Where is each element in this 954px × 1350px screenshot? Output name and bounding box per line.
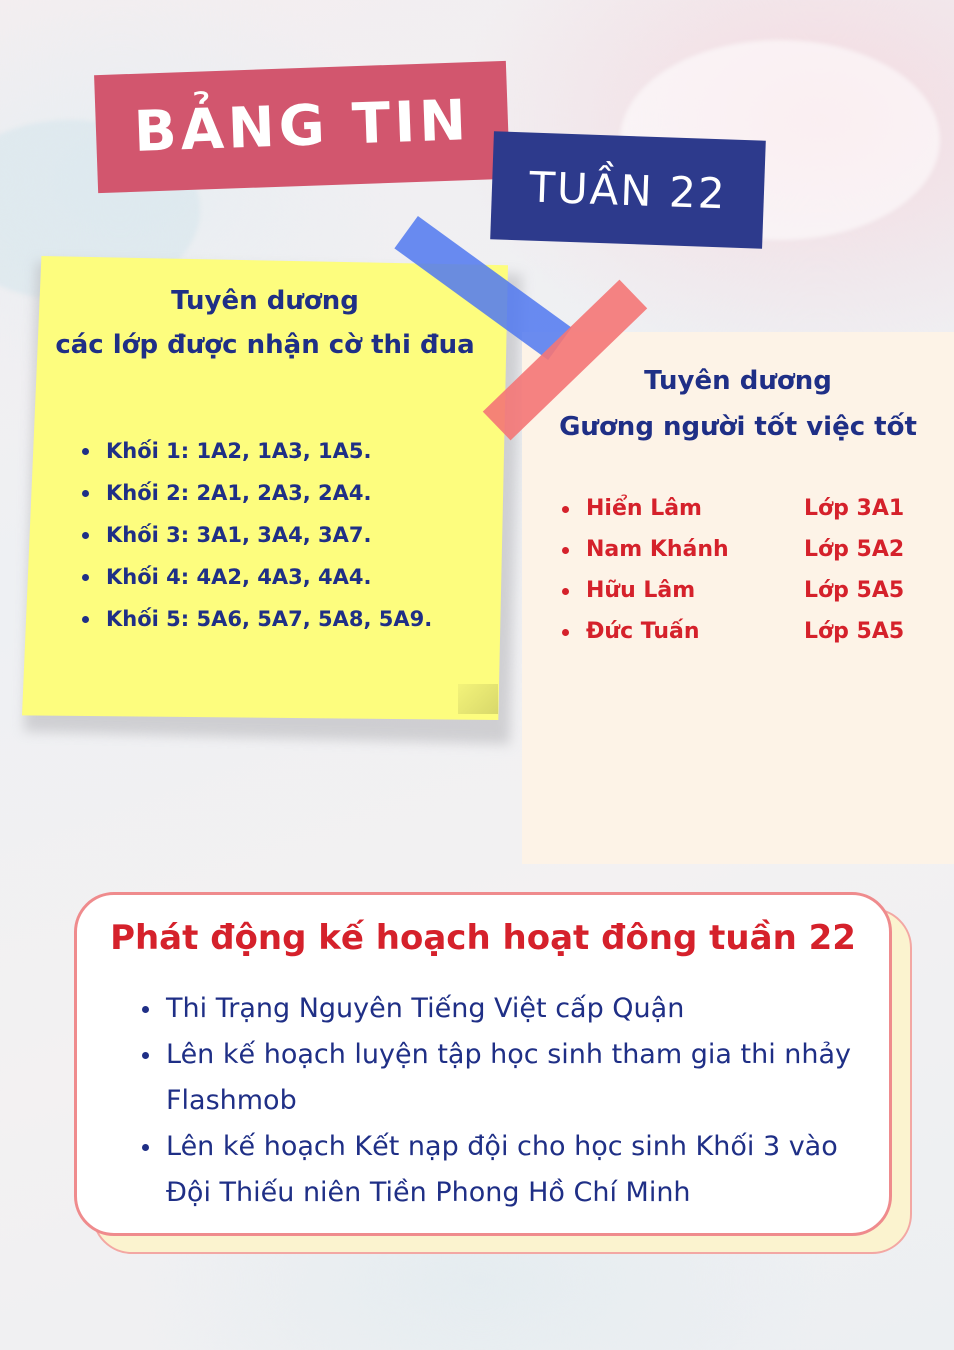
list-item: Khối 3: 3A1, 3A4, 3A7. xyxy=(80,514,432,556)
title-banner xyxy=(94,61,510,193)
bullet-icon xyxy=(82,616,89,623)
list-item: Thi Trạng Nguyên Tiếng Việt cấp Quận xyxy=(140,986,860,1032)
commended-classes-title-1: Tuyên dương xyxy=(171,286,359,316)
person-class: Lớp 5A5 xyxy=(804,619,905,644)
person-name: Đức Tuấn xyxy=(586,619,700,644)
list-item xyxy=(560,611,954,652)
person-name: Hữu Lâm xyxy=(586,578,696,603)
list-item xyxy=(560,488,954,529)
list-item xyxy=(560,570,954,611)
page-title: BẢNG TIN xyxy=(132,88,472,165)
bullet-icon xyxy=(142,1006,149,1013)
list-item: Khối 5: 5A6, 5A7, 5A8, 5A9. xyxy=(80,598,432,640)
bullet-icon xyxy=(562,588,569,595)
bullet-icon xyxy=(82,490,89,497)
list-item: Lên kế hoạch Kết nạp đội cho học sinh Khối 3 vào Đội Thiếu niên Tiền Phong Hồ Chí Minh xyxy=(140,1124,860,1216)
bullet-icon xyxy=(82,448,89,455)
person-name: Hiển Lâm xyxy=(586,496,702,521)
plan-title: Phát động kế hoạch hoạt đông tuần 22 xyxy=(110,918,856,958)
person-class: Lớp 3A1 xyxy=(804,496,905,521)
bullet-icon xyxy=(562,629,569,636)
week-label: TUẦN 22 xyxy=(528,162,728,219)
person-class: Lớp 5A5 xyxy=(804,578,905,603)
list-item: Khối 4: 4A2, 4A3, 4A4. xyxy=(80,556,432,598)
week-banner xyxy=(490,131,766,248)
page-curl xyxy=(458,684,498,714)
person-class: Lớp 5A2 xyxy=(804,537,905,562)
bullet-icon xyxy=(562,506,569,513)
list-item xyxy=(560,529,954,570)
list-item: Khối 2: 2A1, 2A3, 2A4. xyxy=(80,472,432,514)
list-item: Khối 1: 1A2, 1A3, 1A5. xyxy=(80,430,432,472)
bullet-icon xyxy=(82,574,89,581)
bullet-icon xyxy=(82,532,89,539)
person-name: Nam Khánh xyxy=(586,537,729,562)
list-item: Lên kế hoạch luyện tập học sinh tham gia thi nhảy Flashmob xyxy=(140,1032,860,1124)
commended-classes-list xyxy=(80,430,432,640)
bullet-icon xyxy=(562,547,569,554)
commended-classes-title-2: các lớp được nhận cờ thi đua xyxy=(55,330,475,360)
bullet-icon xyxy=(142,1052,149,1059)
plan-list xyxy=(140,986,860,1216)
good-deeds-title-2: Gương người tốt việc tốt xyxy=(559,412,917,442)
bullet-icon xyxy=(142,1144,149,1151)
good-deeds-title-1: Tuyên dương xyxy=(644,366,832,396)
good-deeds-list xyxy=(560,488,954,652)
